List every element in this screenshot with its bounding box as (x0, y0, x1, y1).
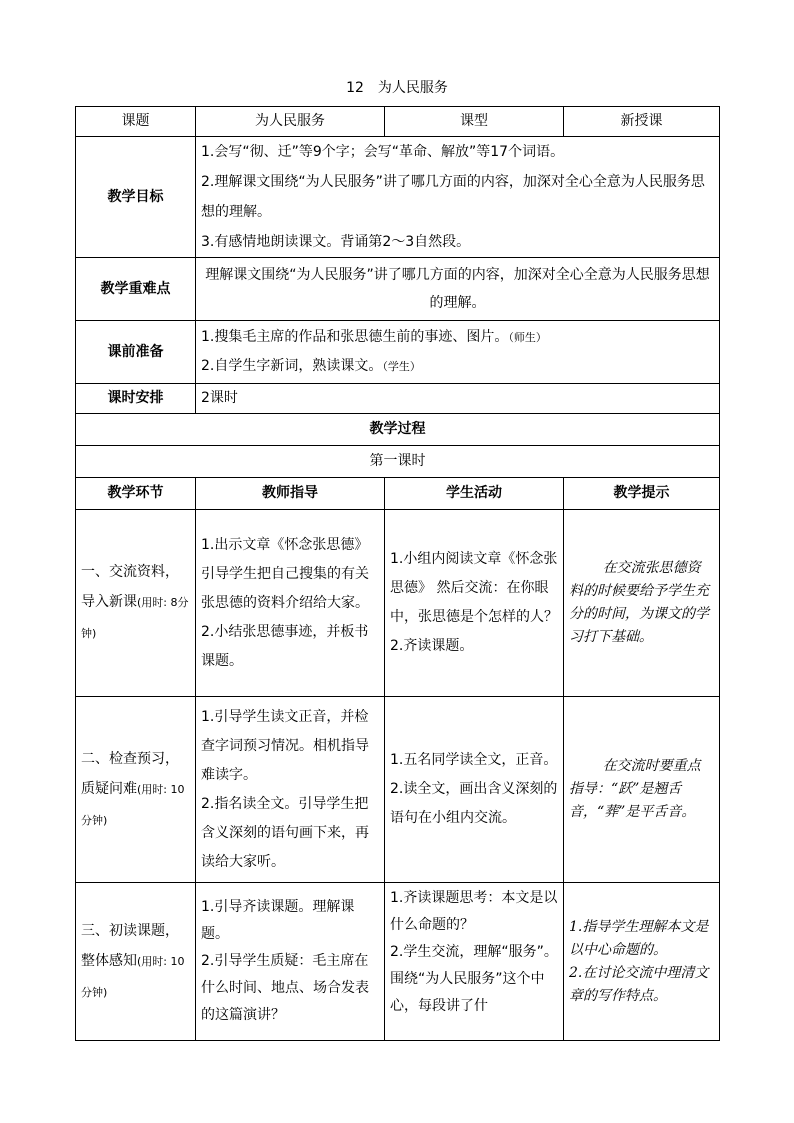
table-row (76, 510, 720, 697)
stage-cell (76, 883, 196, 1041)
stage-name: 一、交流资料，导入新课 (81, 564, 179, 610)
key-points-text: 理解课文围绕“为人民服务”讲了哪几方面的内容，加深对全心全意为人民服务思想的理解。 (196, 258, 720, 321)
schedule-label: 课时安排 (76, 384, 196, 414)
page-title (0, 77, 794, 97)
goals-label: 教学目标 (76, 137, 196, 258)
goals-row (76, 137, 720, 258)
goal-item: 2.理解课文围绕“为人民服务”讲了哪几方面的内容，加深对全心全意为人民服务思想的理解。 (201, 174, 705, 220)
type-value: 新授课 (564, 107, 720, 137)
column-header: 学生活动 (385, 478, 564, 510)
teacher-cell: 1.引导学生读文正音，并检查字词预习情况。相机指导难读字。 2.指名读全文。引导学生把含义深刻的语句画下来，再读给大家听。 (196, 697, 385, 883)
preparation-item: 1.搜集毛主席的作品和张思德生前的事迹、图片。（师生） (201, 329, 547, 345)
preparation-row (76, 321, 720, 384)
stage-name: 二、检查预习，质疑问难 (81, 750, 179, 797)
stage-time: (用时: 10分钟) (81, 954, 185, 999)
lesson-period-row (76, 446, 720, 478)
column-header: 教学提示 (564, 478, 720, 510)
topic-label: 课题 (76, 107, 196, 137)
stage-cell (76, 697, 196, 883)
stage-cell (76, 510, 196, 697)
preparation-note: （师生） (508, 331, 547, 344)
process-title-row (76, 414, 720, 446)
student-cell: 1.齐读课题思考：本文是以什么命题的？ 2.学生交流，理解“服务”。围绕“为人民服务”这个中心，每段讲了什 (385, 883, 564, 1041)
header-row (76, 107, 720, 137)
key-points-label: 教学重难点 (76, 258, 196, 321)
stage-time: (用时: 8分钟) (81, 596, 189, 640)
teacher-cell: 1.出示文章《怀念张思德》 引导学生把自己搜集的有关张思德的资料介绍给大家。 2.小结张思德事迹，并板书课题。 (196, 510, 385, 697)
lesson-number: 12 (346, 80, 364, 96)
table-row (76, 697, 720, 883)
student-cell: 1.小组内阅读文章《怀念张思德》 然后交流：在你眼中，张思德是个怎样的人？ 2.齐读课题。 (385, 510, 564, 697)
lesson-title: 为人民服务 (377, 80, 448, 96)
schedule-row (76, 384, 720, 414)
hint-cell: 1.指导学生理解本文是以中心命题的。 2.在讨论交流中理清文章的写作特点。 (564, 883, 720, 1041)
hint-cell: 在交流张思德资料的时候要给予学生充分的时间，为课文的学习打下基础。 (564, 510, 720, 697)
topic-value: 为人民服务 (196, 107, 385, 137)
goal-item: 1.会写“彻、迁”等9个字；会写“革命、解放”等17个词语。 (201, 144, 565, 160)
goal-item: 3.有感情地朗读课文。背诵第2～3自然段。 (201, 234, 471, 250)
type-label: 课型 (385, 107, 564, 137)
goals-content (196, 137, 720, 258)
hint-cell: 在交流时要重点指导：“跃”是翘舌音，“葬”是平舌音。 (564, 697, 720, 883)
preparation-item: 2.自学生字新词，熟读课文。（学生） (201, 358, 421, 374)
schedule-value: 2课时 (196, 384, 720, 414)
lesson-period: 第一课时 (76, 446, 720, 478)
preparation-note: （学生） (382, 360, 421, 373)
preparation-label: 课前准备 (76, 321, 196, 384)
column-header: 教师指导 (196, 478, 385, 510)
stage-name: 三、初读课题，整体感知 (81, 922, 179, 969)
process-title: 教学过程 (76, 414, 720, 446)
preparation-content (196, 321, 720, 384)
student-cell: 1.五名同学读全文，正音。 2.读全文，画出含义深刻的语句在小组内交流。 (385, 697, 564, 883)
table-row (76, 883, 720, 1041)
teacher-cell: 1.引导齐读课题。理解课题。 2.引导学生质疑：毛主席在什么时间、地点、场合发表的这篇演讲？ (196, 883, 385, 1041)
key-points-row (76, 258, 720, 321)
stage-time: (用时: 10分钟) (81, 782, 185, 827)
column-header: 教学环节 (76, 478, 196, 510)
column-header-row (76, 478, 720, 510)
lesson-plan-table (75, 106, 720, 1041)
